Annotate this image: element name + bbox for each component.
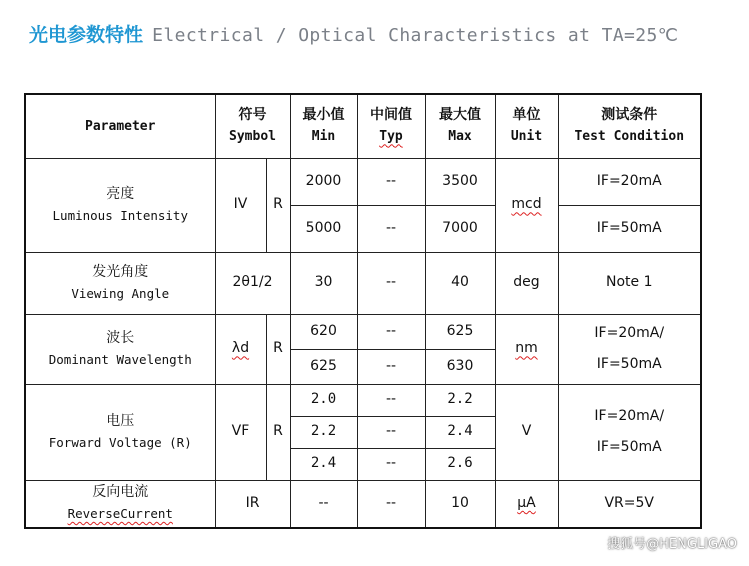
typ-value: --	[357, 314, 425, 349]
param-wavelength: 波长 Dominant Wavelength	[25, 314, 215, 384]
condition-value: VR=5V	[558, 480, 701, 528]
typ-value: --	[357, 158, 425, 205]
condition-value: Note 1	[558, 252, 701, 314]
max-value: 40	[425, 252, 495, 314]
table-row	[25, 252, 701, 314]
max-value: 630	[425, 349, 495, 384]
min-value: 5000	[290, 205, 357, 252]
min-value: 30	[290, 252, 357, 314]
max-value: 2.2	[425, 384, 495, 416]
symbol-ir: IR	[215, 480, 290, 528]
header-min: 最小值 Min	[290, 94, 357, 158]
symbol-angle: 2θ1/2	[215, 252, 290, 314]
unit-value: mcd	[495, 158, 558, 252]
table-row	[25, 158, 701, 205]
symbol-iv: IV	[215, 158, 266, 252]
table-row	[25, 314, 701, 349]
condition-value: IF=20mA	[558, 158, 701, 205]
symbol-lambda: λd	[215, 314, 266, 384]
header-typ: 中间值 Typ	[357, 94, 425, 158]
symbol-vf: VF	[215, 384, 266, 480]
max-value: 10	[425, 480, 495, 528]
param-reverse: 反向电流 ReverseCurrent	[25, 480, 215, 528]
header-row	[25, 94, 701, 158]
symbol-sub: R	[266, 158, 290, 252]
unit-value: deg	[495, 252, 558, 314]
max-value: 2.4	[425, 416, 495, 448]
param-luminous: 亮度 Luminous Intensity	[25, 158, 215, 252]
header-condition: 测试条件 Test Condition	[558, 94, 701, 158]
max-value: 3500	[425, 158, 495, 205]
condition-value: IF=20mA/ IF=50mA	[558, 384, 701, 480]
typ-value: --	[357, 416, 425, 448]
header-unit: 单位 Unit	[495, 94, 558, 158]
title-chinese: 光电参数特性	[29, 24, 144, 46]
min-value: --	[290, 480, 357, 528]
min-value: 2.0	[290, 384, 357, 416]
page-title	[29, 22, 678, 48]
max-value: 2.6	[425, 448, 495, 480]
typ-value: --	[357, 252, 425, 314]
header-symbol: 符号 Symbol	[215, 94, 290, 158]
param-voltage: 电压 Forward Voltage (R)	[25, 384, 215, 480]
typ-value: --	[357, 349, 425, 384]
table-row	[25, 384, 701, 416]
unit-value: nm	[495, 314, 558, 384]
title-english: Electrical / Optical Characteristics at TA=25℃	[152, 25, 679, 46]
unit-value: μA	[495, 480, 558, 528]
min-value: 2000	[290, 158, 357, 205]
typ-value: --	[357, 480, 425, 528]
watermark: 搜狐号@HENGLIGAO	[607, 537, 737, 552]
min-value: 625	[290, 349, 357, 384]
min-value: 2.4	[290, 448, 357, 480]
typ-value: --	[357, 205, 425, 252]
typ-value: --	[357, 448, 425, 480]
condition-value: IF=50mA	[558, 205, 701, 252]
header-max: 最大值 Max	[425, 94, 495, 158]
min-value: 2.2	[290, 416, 357, 448]
characteristics-table	[24, 93, 702, 529]
symbol-sub: R	[266, 384, 290, 480]
max-value: 625	[425, 314, 495, 349]
max-value: 7000	[425, 205, 495, 252]
unit-value: V	[495, 384, 558, 480]
param-viewing: 发光角度 Viewing Angle	[25, 252, 215, 314]
header-parameter: Parameter	[25, 94, 215, 158]
condition-value: IF=20mA/ IF=50mA	[558, 314, 701, 384]
typ-value: --	[357, 384, 425, 416]
table-row	[25, 480, 701, 528]
min-value: 620	[290, 314, 357, 349]
symbol-sub: R	[266, 314, 290, 384]
